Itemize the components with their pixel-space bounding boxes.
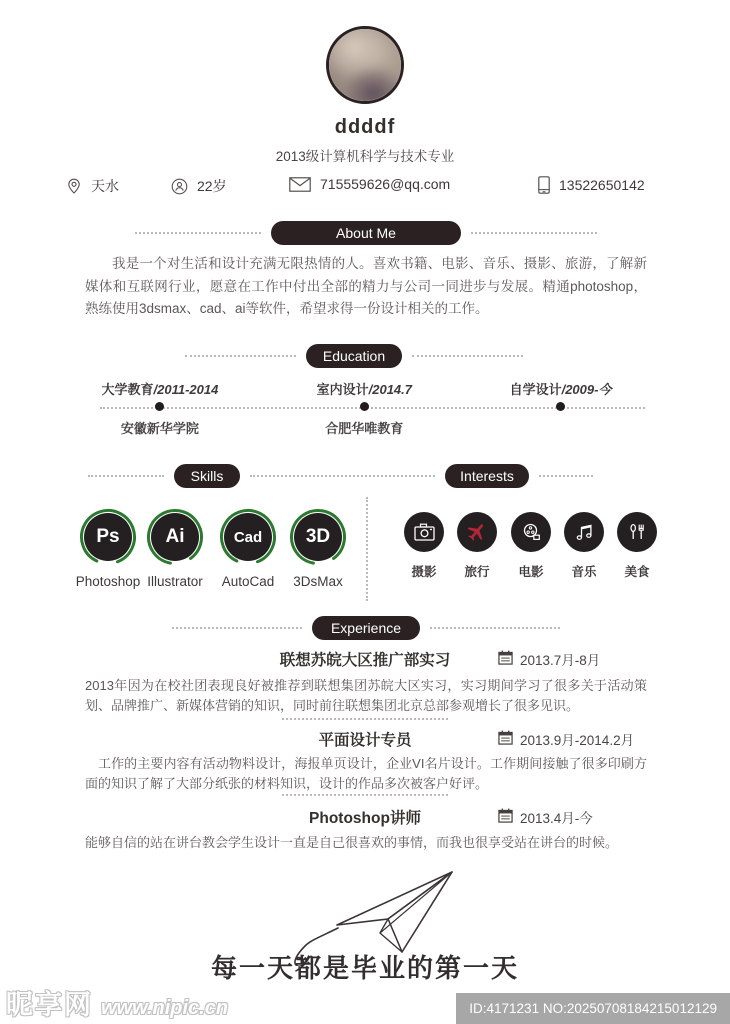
job-period: 2013.7月-8月 (520, 653, 601, 668)
watermark-id-box: ID:4171231 NO:20250708184215012129 (456, 993, 730, 1024)
skill-name: AutoCad (221, 574, 275, 589)
experience-section-header (172, 616, 560, 640)
skill-badge-text: Ai (151, 513, 199, 561)
timeline-dot (556, 402, 565, 411)
interest-label: 电影 (518, 565, 544, 579)
education-label: 自学设计/2009-今 (509, 382, 612, 397)
job-description: 能够自信的站在讲台教会学生设计一直是自己很喜欢的事情，而我也很享受站在讲台的时候。 (85, 835, 619, 850)
camera-icon (404, 512, 444, 552)
timeline-dot (360, 402, 369, 411)
contact-email-value: 715559626@qq.com (320, 176, 451, 192)
about-heading-pill: About Me (271, 221, 461, 245)
cutlery-icon (617, 512, 657, 552)
footer-slogan: 每一天都是毕业的第一天 (210, 953, 519, 983)
skill-3dsmax (280, 508, 356, 589)
contact-email (289, 176, 450, 192)
film-icon (511, 512, 551, 552)
education-timeline (100, 382, 645, 442)
job-title: Photoshop讲师 (309, 810, 421, 827)
avatar-photo (326, 26, 404, 104)
interests-heading-pill: Interests (445, 464, 529, 488)
illustrator-badge-icon (146, 508, 204, 566)
job-date (498, 649, 600, 669)
education-school: 安徽新华学院 (120, 421, 199, 436)
interest-label: 旅行 (464, 565, 490, 579)
candidate-name: ddddf (334, 116, 396, 138)
dotted-divider (430, 627, 560, 629)
skill-illustrator (137, 508, 213, 589)
job-date (498, 729, 634, 749)
photoshop-badge-icon (79, 508, 137, 566)
job-description: 工作的主要内容有活动物料设计，海报单页设计，企业VI名片设计。工作期间接触了很多印刷方面的知识了解了大部分纸张的材料知识，设计的作品多次被客户好评。 (85, 756, 647, 792)
dotted-divider (185, 355, 296, 357)
job-title: 平面设计专员 (318, 732, 412, 749)
vertical-dotted-divider (366, 497, 368, 601)
job-period: 2013.9月-2014.2月 (520, 733, 635, 748)
contact-phone (538, 176, 645, 194)
skill-badge-text: 3D (294, 513, 342, 561)
person-icon (171, 178, 188, 195)
interest-label: 美食 (624, 565, 650, 579)
interest-label: 音乐 (571, 565, 597, 579)
location-pin-icon (66, 178, 82, 195)
dotted-divider (539, 475, 593, 477)
dotted-divider (412, 355, 523, 357)
envelope-icon (289, 177, 311, 192)
music-note-icon (564, 512, 604, 552)
dotted-divider (282, 718, 448, 720)
skill-autocad (210, 508, 286, 589)
dotted-divider (172, 627, 302, 629)
education-heading-pill: Education (306, 344, 402, 368)
dotted-divider (471, 232, 597, 234)
calendar-icon (498, 650, 513, 668)
skill-photoshop (70, 508, 146, 589)
dotted-divider (135, 232, 261, 234)
contact-location-value: 天水 (91, 178, 119, 194)
timeline-dot (155, 402, 164, 411)
job-title: 联想苏皖大区推广部实习 (279, 652, 451, 669)
avatar (326, 26, 404, 104)
education-school: 合肥华唯教育 (325, 421, 404, 436)
education-label: 室内设计/2014.7 (316, 382, 412, 397)
education-label: 大学教育/2011-2014 (101, 382, 219, 397)
job-date (498, 807, 593, 827)
airplane-icon (457, 512, 497, 552)
interest-food (605, 512, 669, 580)
education-item (259, 382, 469, 437)
calendar-icon (498, 730, 513, 748)
skill-badge-text: Ps (84, 513, 132, 561)
contact-phone-value: 13522650142 (559, 177, 645, 193)
interest-label: 摄影 (411, 565, 437, 579)
watermark-site-name: 昵享网 (6, 990, 93, 1020)
experience-heading-pill: Experience (312, 616, 420, 640)
education-item (55, 382, 265, 437)
dotted-divider (282, 794, 448, 796)
dotted-divider (250, 475, 435, 477)
candidate-major: 2013级计算机科学与技术专业 (275, 149, 455, 164)
skill-name: Photoshop (75, 574, 141, 589)
education-section-header (185, 344, 523, 368)
calendar-icon (498, 808, 513, 826)
dotted-divider (88, 475, 164, 477)
skill-name: 3DsMax (293, 574, 343, 589)
job-title-row (0, 648, 730, 670)
contact-location (66, 176, 119, 196)
watermark-site-url: www.nipic.cn (101, 997, 229, 1019)
job-description: 2013年因为在校社团表现良好被推荐到联想集团苏皖大区实习，实习期间学习了很多关于活动策划、品牌推广、新媒体营销的知识，同时前往联想集团北京总部参观增长了很多见识。 (85, 678, 647, 714)
skills-heading-pill: Skills (174, 464, 240, 488)
3dsmax-badge-icon (289, 508, 347, 566)
autocad-badge-icon (219, 508, 277, 566)
about-section-header (135, 221, 597, 245)
mobile-phone-icon (538, 176, 550, 194)
job-title-row (0, 728, 730, 750)
about-text: 我是一个对生活和设计充满无限热情的人。喜欢书籍、电影、音乐、摄影、旅游，了解新媒体和互联网行业，愿意在工作中付出全部的精力与公司一同进步与发展。精通photoshop，熟练使用3dsmax、cad、ai等软件，希望求得一份设计相关的工作。 (85, 256, 647, 317)
skill-name: Illustrator (147, 574, 203, 589)
education-item (456, 382, 666, 418)
skill-badge-text: Cad (224, 513, 272, 561)
watermark-logo (6, 983, 228, 1022)
contact-age (171, 176, 227, 196)
job-period: 2013.4月-今 (520, 811, 593, 826)
contact-age-value: 22岁 (197, 178, 227, 194)
skills-interests-header (88, 464, 593, 488)
job-title-row (0, 806, 730, 828)
